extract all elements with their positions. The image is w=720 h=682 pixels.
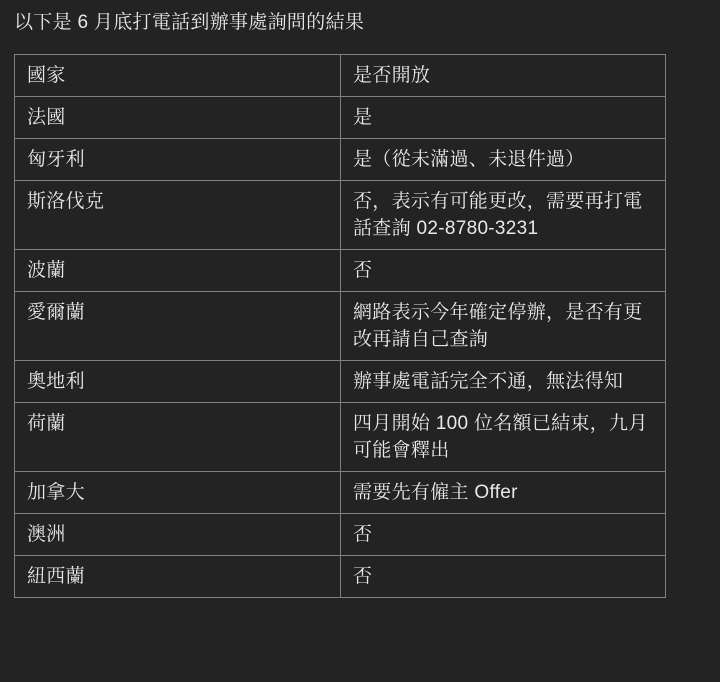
country-cell: 荷蘭 — [15, 403, 341, 472]
status-cell: 是（從未滿過、未退件過） — [341, 139, 666, 181]
table-row — [15, 97, 666, 139]
results-table — [14, 54, 666, 598]
country-cell: 法國 — [15, 97, 341, 139]
country-cell: 澳洲 — [15, 514, 341, 556]
table-row — [15, 403, 666, 472]
country-cell: 奧地利 — [15, 361, 341, 403]
header-country: 國家 — [15, 55, 341, 97]
country-cell: 斯洛伐克 — [15, 181, 341, 250]
table-row — [15, 292, 666, 361]
status-cell: 需要先有僱主 Offer — [341, 472, 666, 514]
table-row — [15, 361, 666, 403]
table-header-row — [15, 55, 666, 97]
status-cell: 辦事處電話完全不通，無法得知 — [341, 361, 666, 403]
table-row — [15, 181, 666, 250]
country-cell: 波蘭 — [15, 250, 341, 292]
status-cell: 否 — [341, 514, 666, 556]
page-title: 以下是 6 月底打電話到辦事處詢問的結果 — [14, 12, 365, 33]
table-row — [15, 250, 666, 292]
country-cell: 紐西蘭 — [15, 556, 341, 598]
header-status: 是否開放 — [341, 55, 666, 97]
country-cell: 匈牙利 — [15, 139, 341, 181]
table-row — [15, 472, 666, 514]
status-cell: 否 — [341, 556, 666, 598]
status-cell: 否，表示有可能更改，需要再打電話查詢 02-8780-3231 — [341, 181, 666, 250]
status-cell: 網路表示今年確定停辦，是否有更改再請自己查詢 — [341, 292, 666, 361]
status-cell: 否 — [341, 250, 666, 292]
status-cell: 四月開始 100 位名額已結束，九月可能會釋出 — [341, 403, 666, 472]
status-cell: 是 — [341, 97, 666, 139]
country-cell: 加拿大 — [15, 472, 341, 514]
country-cell: 愛爾蘭 — [15, 292, 341, 361]
table-row — [15, 139, 666, 181]
table-row — [15, 556, 666, 598]
table-row — [15, 514, 666, 556]
